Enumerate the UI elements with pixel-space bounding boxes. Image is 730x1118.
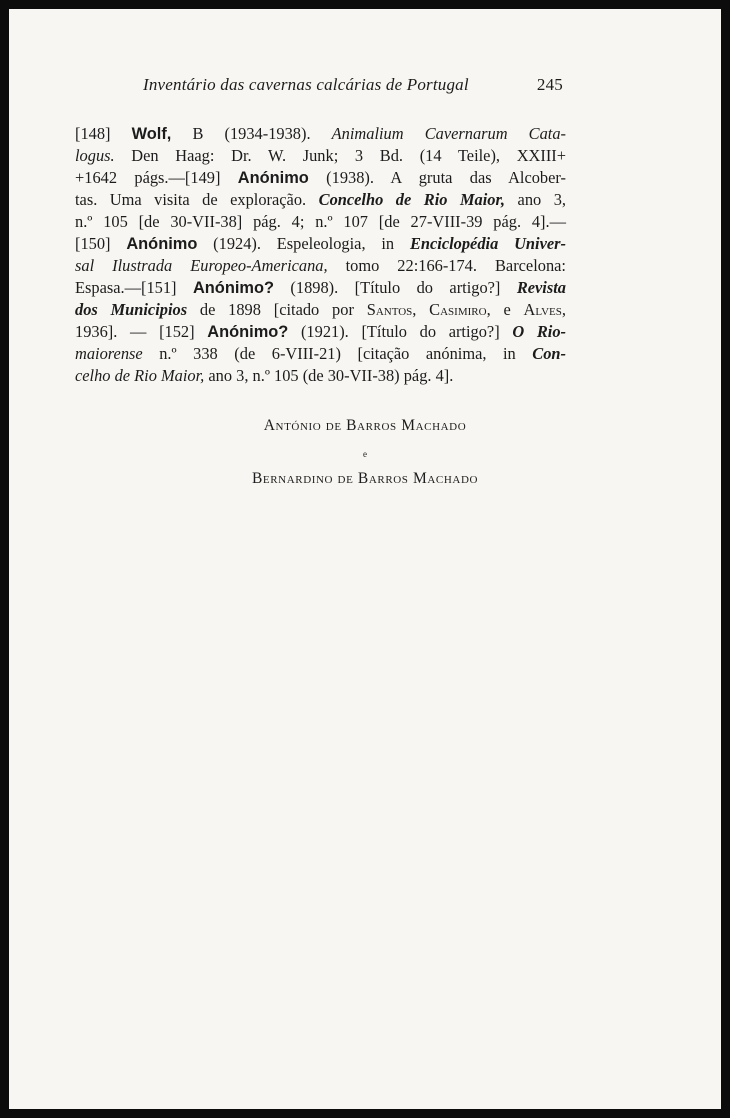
text-line-7: sal Ilustrada Europeo-Americana, tomo 22:166-174. Barcelona: bbox=[75, 256, 566, 275]
signature-conjunction: e bbox=[363, 449, 367, 459]
bibliography-entries bbox=[75, 123, 566, 387]
text-line-12: celho de Rio Maior, ano 3, n.º 105 (de 30-VII-38) pág. 4]. bbox=[75, 366, 454, 385]
signature-author-1: António de Barros Machado bbox=[263, 417, 467, 434]
text-line-10: 1936]. — [152] Anónimo? (1921). [Título do artigo?] O Rio- bbox=[75, 322, 566, 341]
text-line-6: [150] Anónimo (1924). Espeleologia, in Enciclopédia Univer- bbox=[75, 234, 566, 253]
text-line-5: n.º 105 [de 30-VII-38] pág. 4; n.º 107 [de 27-VIII-39 pág. 4].— bbox=[75, 212, 566, 231]
text-line-1: [148] Wolf, B (1934-1938). Animalium Cavernarum Cata- bbox=[75, 124, 566, 143]
document-page bbox=[9, 9, 721, 1109]
page-number: 245 bbox=[536, 75, 563, 94]
running-header bbox=[143, 75, 563, 95]
text-line-2: logus. Den Haag: Dr. W. Junk; 3 Bd. (14 Teile), XXIII+ bbox=[75, 146, 566, 165]
text-line-4: tas. Uma visita de exploração. Concelho de Rio Maior, ano 3, bbox=[75, 190, 567, 209]
text-line-9: dos Municipios de 1898 [citado por Santos, Casimiro, e Alves, bbox=[75, 300, 566, 319]
text-line-3: +1642 págs.—[149] Anónimo (1938). A gruta das Alcober- bbox=[75, 168, 566, 187]
running-title: Inventário das cavernas calcárias de Portugal bbox=[143, 75, 469, 94]
signature-author-2: Bernardino de Barros Machado bbox=[251, 470, 479, 487]
text-line-8: Espasa.—[151] Anónimo? (1898). [Título do artigo?] Revista bbox=[75, 278, 566, 297]
text-line-11: maiorense n.º 338 (de 6-VIII-21) [citação anónima, in Con- bbox=[75, 344, 566, 363]
